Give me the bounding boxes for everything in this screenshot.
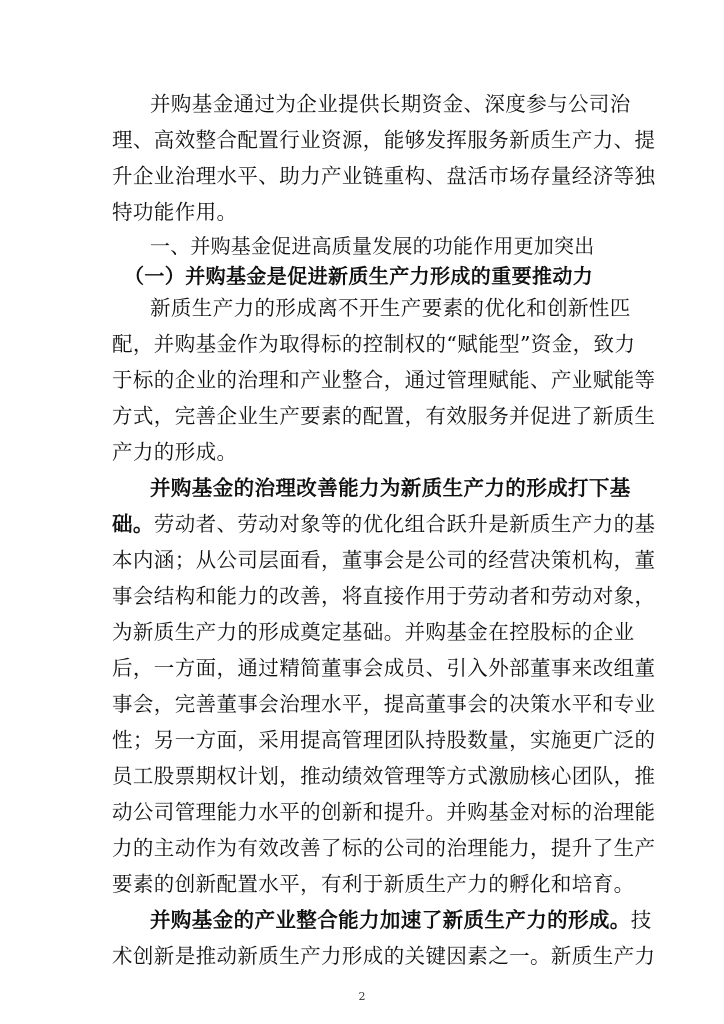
text-line: 力的主动作为有效改善了标的公司的治理能力，提升了生产 xyxy=(112,836,656,860)
text-line: 新质生产力的形成离不开生产要素的优化和创新性匹 xyxy=(150,296,631,320)
subsection-heading: （一）并购基金是促进新质生产力形成的重要推动力 xyxy=(124,264,594,288)
section-heading: 一、并购基金促进高质量发展的功能作用更加突出 xyxy=(150,234,595,258)
text-line: 特功能作用。 xyxy=(112,200,238,224)
text-line: 并购基金的产业整合能力加速了新质生产力的形成。技 xyxy=(150,908,652,932)
text-line: 后，一方面，通过精简董事会成员、引入外部董事来改组董 xyxy=(112,656,656,680)
text-line: 理、高效整合配置行业资源，能够发挥服务新质生产力、提 xyxy=(112,128,656,152)
text-line: 并购基金通过为企业提供长期资金、深度参与公司治 xyxy=(150,92,631,116)
bold-text-line: 并购基金的治理改善能力为新质生产力的形成打下基 xyxy=(150,476,631,500)
text-line: 事会，完善董事会治理水平，提高董事会的决策水平和专业 xyxy=(112,692,656,716)
text-line: 方式，完善企业生产要素的配置，有效服务并促进了新质生 xyxy=(112,404,656,428)
text-line: 升企业治理水平、助力产业链重构、盘活市场存量经济等独 xyxy=(112,164,656,188)
text-line: 础。劳动者、劳动对象等的优化组合跃升是新质生产力的基 xyxy=(112,512,656,536)
text-line: 要素的创新配置水平，有利于新质生产力的孵化和培育。 xyxy=(112,872,635,896)
text-line: 本内涵；从公司层面看，董事会是公司的经营决策机构，董 xyxy=(112,548,656,572)
text-line: 于标的企业的治理和产业整合，通过管理赋能、产业赋能等 xyxy=(112,368,656,392)
text-line: 事会结构和能力的改善，将直接作用于劳动者和劳动对象， xyxy=(112,584,656,608)
text-line: 动公司管理能力水平的创新和提升。并购基金对标的治理能 xyxy=(112,800,656,824)
text-line: 性；另一方面，采用提高管理团队持股数量，实施更广泛的 xyxy=(112,728,656,752)
page-number: 2 xyxy=(358,990,366,1003)
text-line: 配，并购基金作为取得标的控制权的“赋能型”资金，致力 xyxy=(112,332,636,356)
text-line: 为新质生产力的形成奠定基础。并购基金在控股标的企业 xyxy=(112,620,635,644)
text-line: 产力的形成。 xyxy=(112,440,238,464)
text-line: 员工股票期权计划，推动绩效管理等方式激励核心团队，推 xyxy=(112,764,656,788)
text-line: 术创新是推动新质生产力形成的关键因素之一。新质生产力 xyxy=(112,944,656,968)
